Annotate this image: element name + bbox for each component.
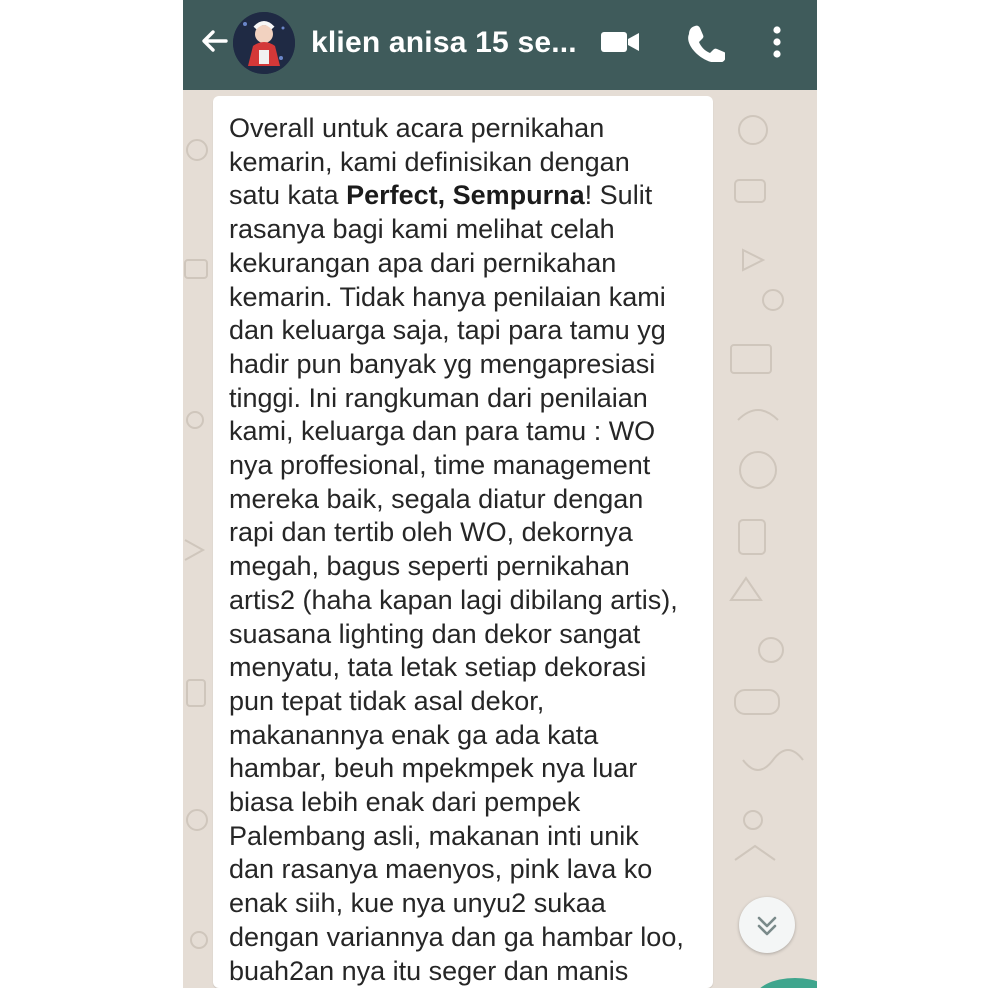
message-text-segment: ! Sulit (584, 180, 653, 211)
message-line: enak siih, kue nya unyu2 sukaa (229, 888, 606, 919)
message-line: makanannya enak ga ada kata (229, 719, 599, 750)
message-line: kemarin, kami definisikan dengan (229, 146, 630, 177)
message-line: mereka baik, segala diatur dengan (229, 483, 644, 514)
message-line: dan rasanya maenyos, pink lava ko (229, 854, 653, 885)
message-text-segment: satu kata (229, 180, 347, 211)
message-line: hambar, beuh mpekmpek nya luar (229, 753, 638, 784)
message-line: kemarin. Tidak hanya penilaian kami (229, 281, 666, 312)
message-line: nya proffesional, time management (229, 450, 651, 481)
message-line (229, 179, 707, 213)
message-line: kekurangan apa dari pernikahan (229, 247, 617, 278)
message-line: megah, bagus seperti pernikahan (229, 551, 630, 582)
avatar[interactable] (233, 12, 295, 74)
message-line: rasanya bagi kami melihat celah (229, 214, 615, 245)
message-bubble (213, 96, 713, 988)
message-line: hadir pun banyak yg mengapresiasi (229, 348, 656, 379)
message-line: menyatu, tata letak setiap dekorasi (229, 652, 647, 683)
message-line: dengan variannya dan ga hambar loo, (229, 921, 684, 952)
chat-screen (183, 0, 817, 988)
message-line: buah2an nya itu seger dan manis (229, 955, 629, 986)
more-vert-icon[interactable] (767, 22, 787, 62)
message-line: Palembang asli, makanan inti unik (229, 820, 639, 851)
message-line: suasana lighting dan dekor sangat (229, 618, 641, 649)
bold-text: Perfect, Sempurna (346, 180, 585, 211)
message-text (229, 112, 707, 988)
arrow-left-icon[interactable] (199, 26, 229, 56)
contact-name[interactable]: klien anisa 15 se... (311, 26, 577, 59)
message-line: biasa lebih enak dari pempek (229, 787, 581, 818)
message-line: tinggi. Ini rangkuman dari penilaian (229, 382, 648, 413)
message-line: pun tepat tidak asal dekor, (229, 685, 545, 716)
message-line: dan keluarga saja, tapi para tamu yg (229, 315, 666, 346)
chat-header (183, 0, 817, 90)
message-line: Overall untuk acara pernikahan (229, 113, 605, 143)
message-line: rapi dan tertib oleh WO, dekornya (229, 517, 633, 548)
message-line: artis2 (haha kapan lagi dibilang artis), (229, 584, 678, 615)
scroll-to-bottom-button[interactable] (739, 897, 795, 953)
message-line: kami, keluarga dan para tamu : WO (229, 416, 656, 447)
phone-icon[interactable] (685, 22, 725, 62)
chevron-double-down-icon (739, 897, 795, 953)
videocam-icon[interactable] (599, 28, 641, 56)
